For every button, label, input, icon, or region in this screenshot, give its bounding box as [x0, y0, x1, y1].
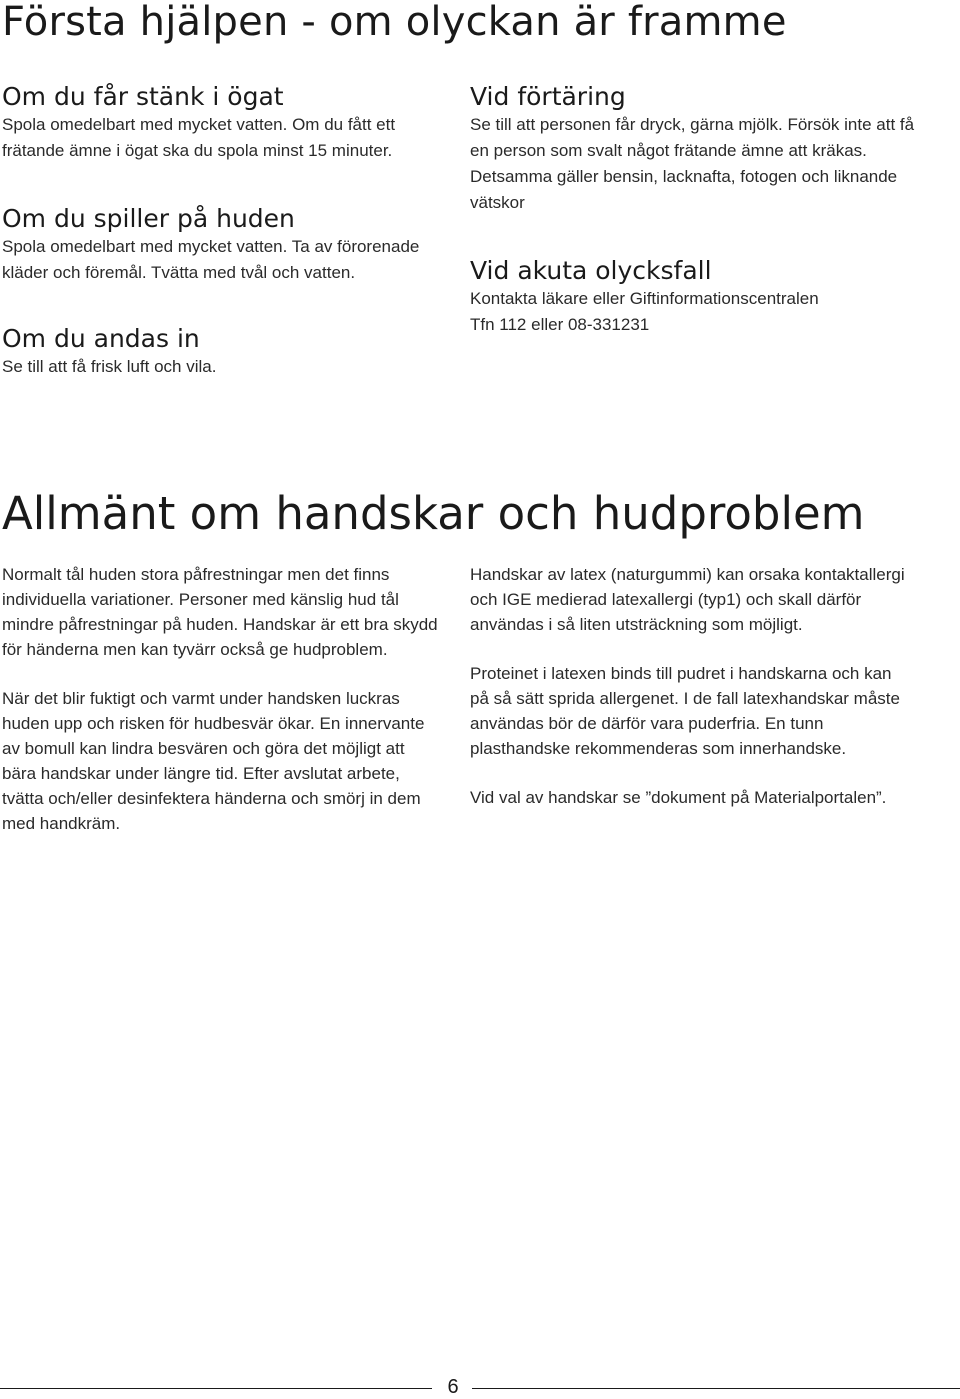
text-skin-spill: Spola omedelbart med mycket vatten. Ta av förorenade kläder och föremål. Tvätta med tvål och vatten.	[2, 237, 420, 282]
phone-numbers: Tfn 112 eller 08-331231	[470, 315, 650, 334]
footer-rule-left	[0, 1388, 432, 1389]
page-number: 6	[447, 1376, 459, 1398]
gloves-right-column	[470, 562, 910, 810]
section-skin-spill	[2, 204, 450, 286]
paragraph: När det blir fuktigt och varmt under handsken luckras huden upp och risken för hudbesvär ökar. En innervante av bomull kan lindra besvären och göra det möjligt att bära handskar under längre tid. Efter avslutat arbete, tvätta och/eller desinfektera händerna och smörj in dem med handkräm.	[2, 689, 425, 833]
text-ingestion: Se till att personen får dryck, gärna mjölk. Försök inte att få en person som svalt något frätande ämne att kräkas. Detsamma gäller bensin, lacknafta, fotogen och liknande vätskor	[470, 115, 915, 212]
footer-rule-right	[472, 1388, 960, 1389]
text-acute-accident: Kontakta läkare eller Giftinformationscentralen	[470, 289, 819, 308]
heading-inhalation: Om du andas in	[2, 324, 200, 353]
paragraph: Vid val av handskar se ”dokument på Materialportalen”.	[470, 788, 887, 807]
section-inhalation	[2, 324, 450, 380]
gloves-left-column	[2, 562, 442, 836]
first-aid-left-column	[2, 82, 450, 380]
text-inhalation: Se till att få frisk luft och vila.	[2, 357, 217, 376]
text-eye-splash: Spola omedelbart med mycket vatten. Om du fått ett frätande ämne i ögat ska du spola minst 15 minuter.	[2, 115, 396, 160]
first-aid-right-column	[470, 82, 918, 338]
page-title: Första hjälpen - om olyckan är framme	[2, 0, 787, 45]
section-acute-accident	[470, 256, 918, 338]
paragraph: Handskar av latex (naturgummi) kan orsaka kontaktallergi och IGE medierad latexallergi (typ1) och skall därför användas i så liten utsträckning som möjligt.	[470, 565, 905, 634]
paragraph: Normalt tål huden stora påfrestningar men det finns individuella variationer. Personer med känslig hud tål mindre påfrestningar på huden. Handskar är ett bra skydd för händerna men kan tyvärr också ge hudproblem.	[2, 565, 438, 659]
heading-acute-accident: Vid akuta olycksfall	[470, 256, 712, 285]
section-eye-splash	[2, 82, 450, 164]
heading-skin-spill: Om du spiller på huden	[2, 204, 295, 233]
paragraph: Proteinet i latexen binds till pudret i handskarna och kan på så sätt sprida allergenet. I de fall latexhandskar måste användas bör de därför vara puderfria. En tunn plasthandske rekommenderas som innerhandske.	[470, 664, 900, 758]
section-ingestion	[470, 82, 918, 216]
heading-eye-splash: Om du får stänk i ögat	[2, 82, 284, 111]
section-title-gloves: Allmänt om handskar och hudproblem	[2, 487, 865, 540]
heading-ingestion: Vid förtäring	[470, 82, 626, 111]
